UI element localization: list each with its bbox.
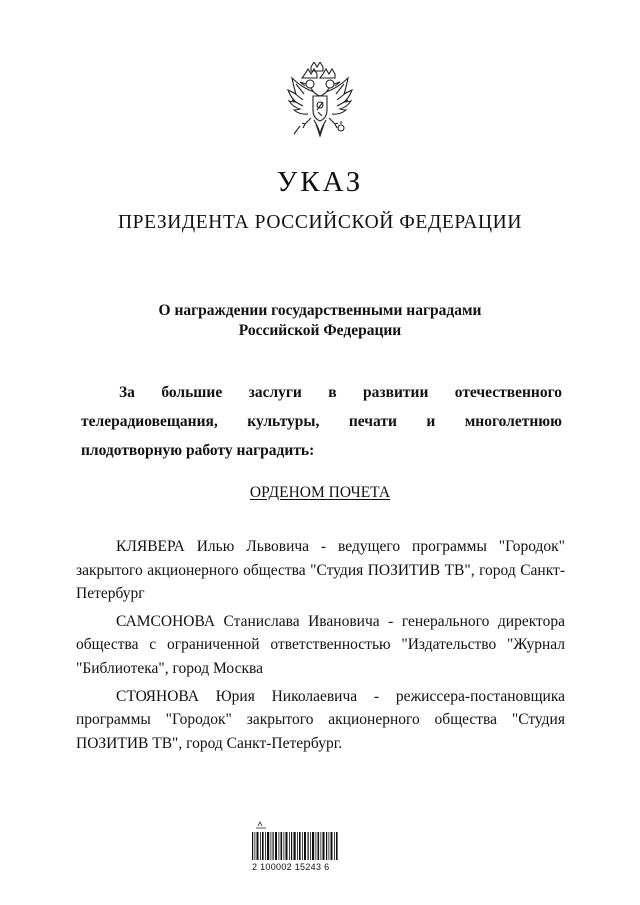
awardee-entry: САМСОНОВА Станислава Ивановича - генерального директора общества с ограниченной ответственностью "Издательство "Журнал "Библиотека", город Москва [76,612,565,677]
order-name [0,484,640,502]
decree-title: УКАЗ [276,166,364,198]
decree-heading [0,301,640,341]
decree-preamble: За большие заслуги в развитии отечественного телерадиовещания, культуры, печати и многолетнюю плодотворную работу наградить: [81,384,562,459]
barcode-number: 2 100002 15243 6 [252,862,330,872]
decree-heading-line2: Российской Федерации [238,322,402,339]
double-headed-eagle-emblem-icon [278,62,362,146]
awardee-list [76,535,565,759]
order-name-text: ОРДЕНОМ ПОЧЕТА [249,484,391,501]
decree-subtitle: ПРЕЗИДЕНТА РОССИЙСКОЙ ФЕДЕРАЦИИ [117,212,523,233]
awardee-entry: КЛЯВЕРА Илью Львовича - ведущего программы "Городок" закрытого акционерного общества "Студия ПОЗИТИВ ТВ", город Санкт-Петербург [76,538,565,603]
awardee-entry: СТОЯНОВА Юрия Николаевича - режиссера-постановщика программы "Городок" закрытого акционерного общества "Студия ПОЗИТИВ ТВ", город Санкт-Петербург. [76,687,565,752]
decree-heading-line1: О награждении государственными наградами [158,302,482,319]
